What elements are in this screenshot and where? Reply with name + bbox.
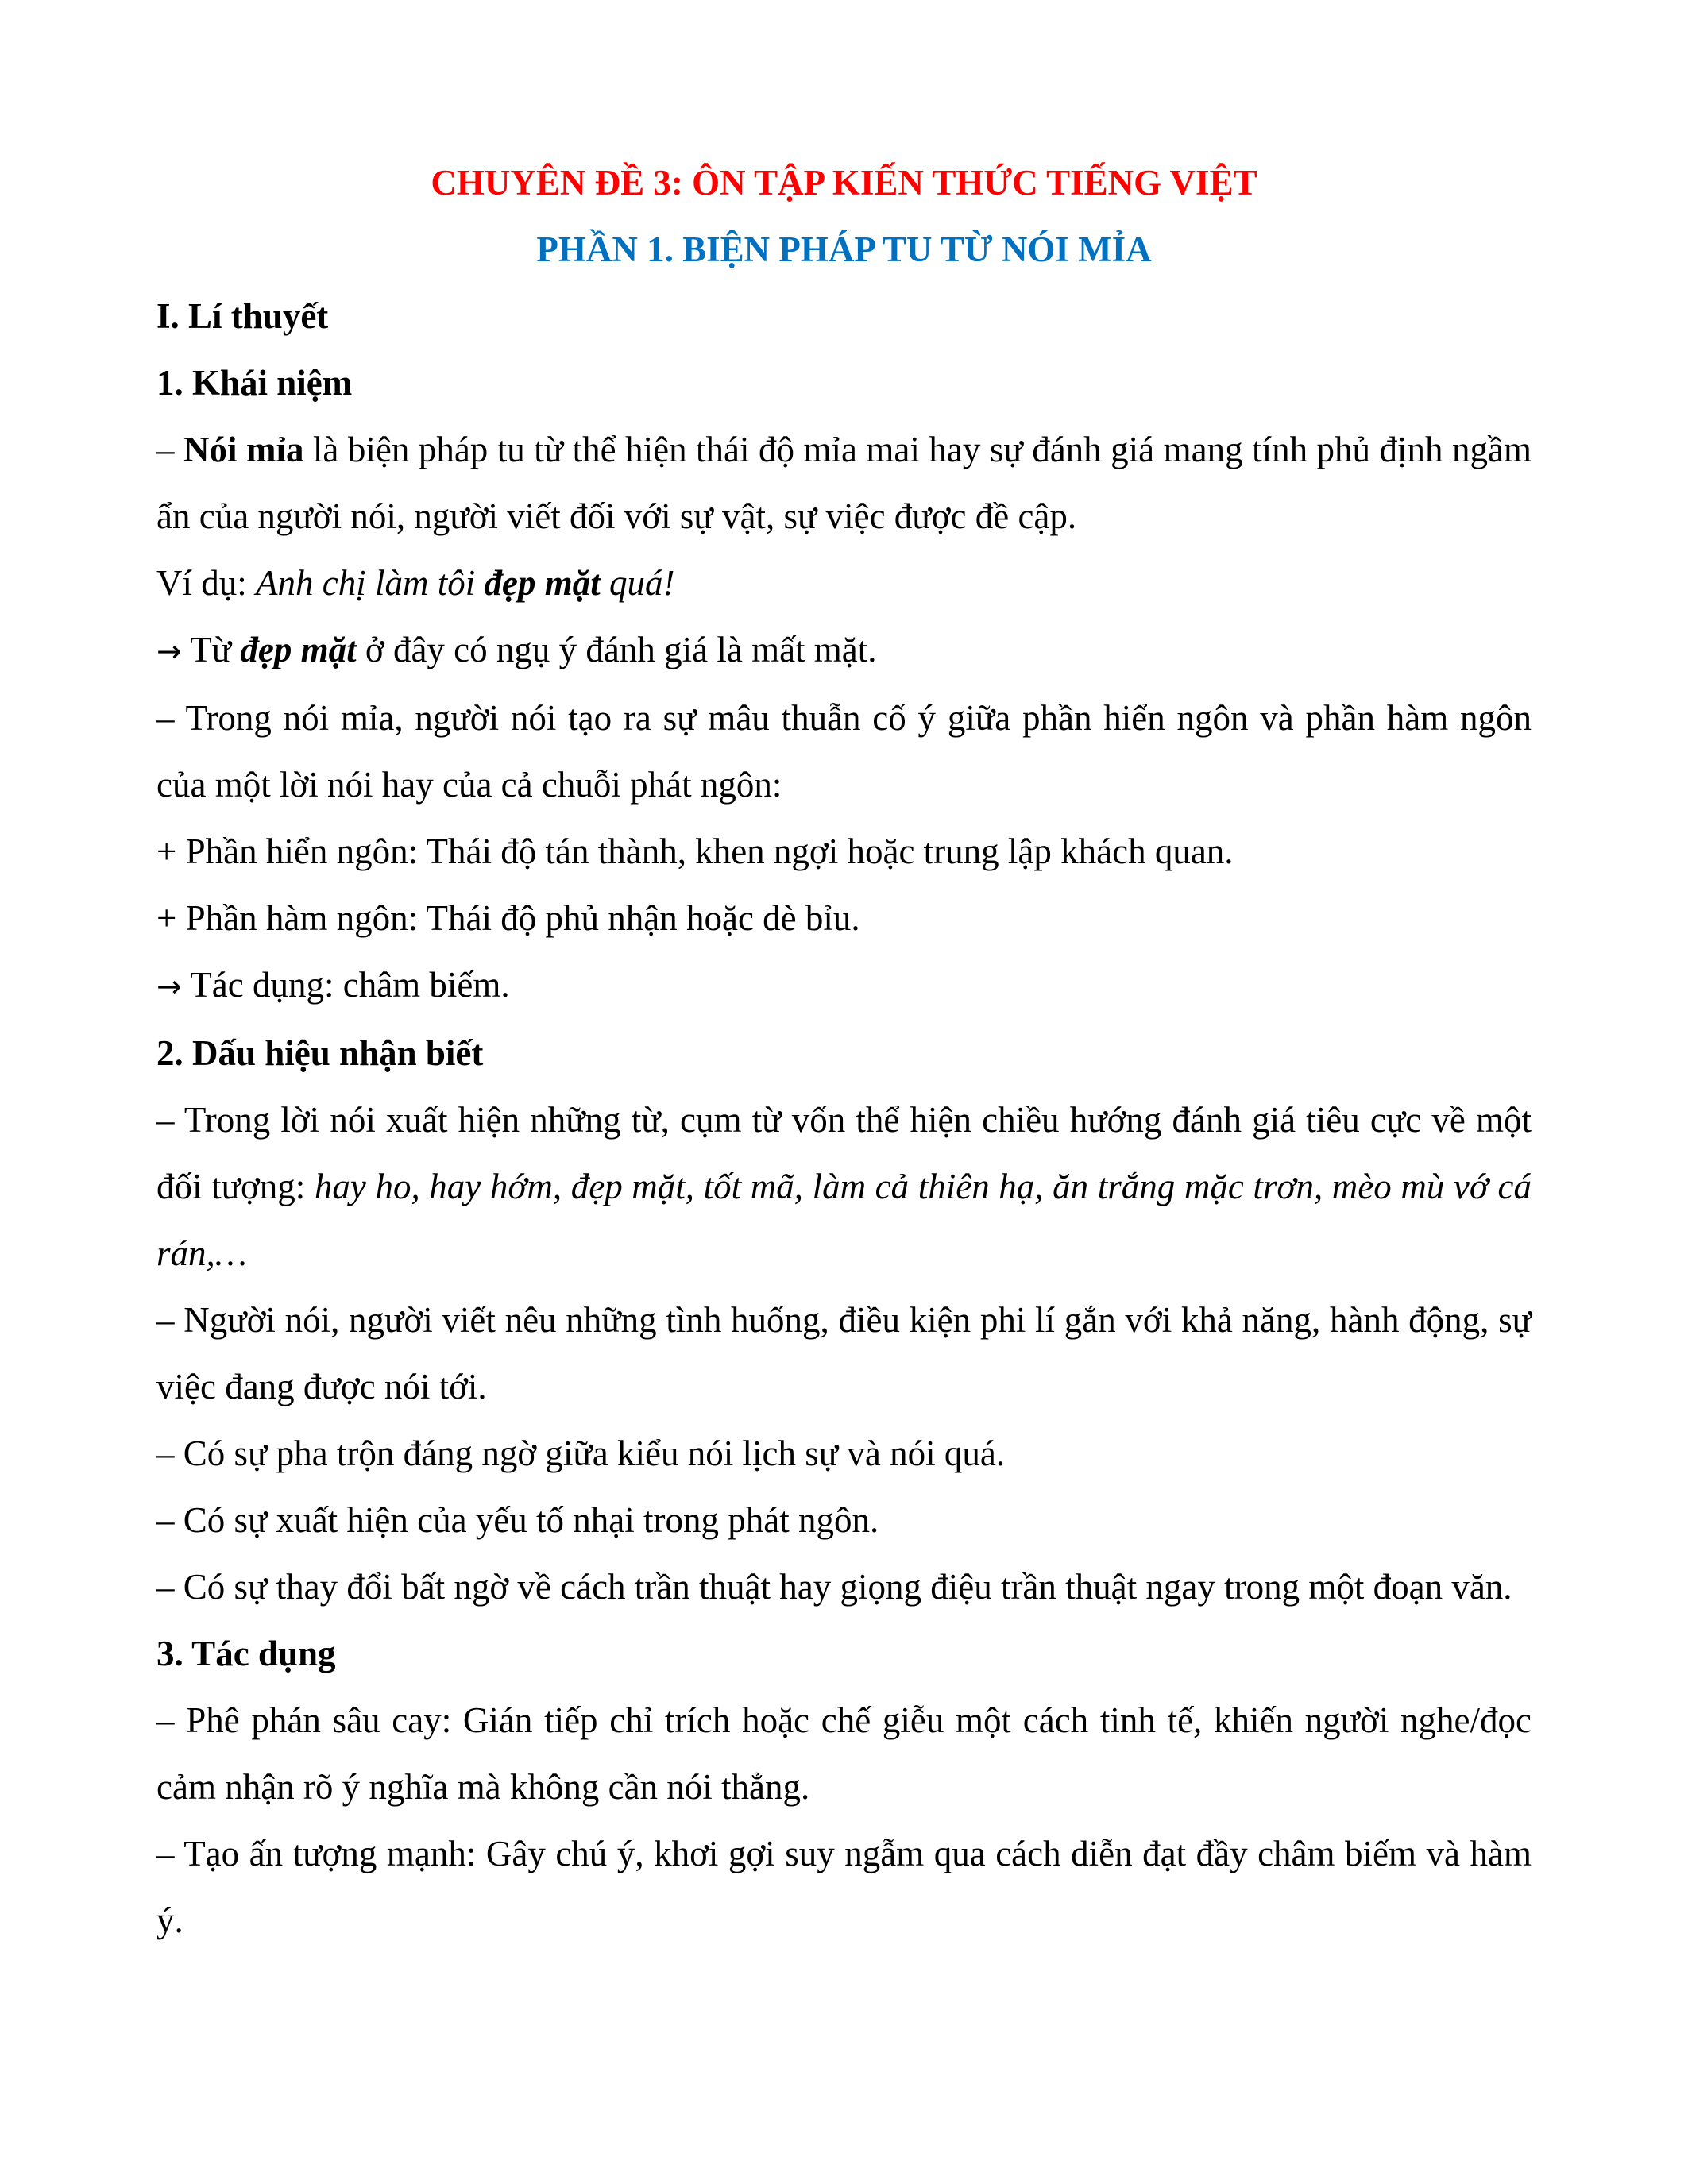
sign-paragraph-3: – Có sự pha trộn đáng ngờ giữa kiểu nói lịch sự và nói quá.: [156, 1433, 1006, 1473]
example-label: Ví dụ:: [156, 563, 257, 603]
definition-dash: –: [156, 430, 183, 469]
implicit-part-item: + Phần hàm ngôn: Thái độ phủ nhận hoặc dè bỉu.: [156, 898, 860, 938]
sign-paragraph-5: – Có sự thay đổi bất ngờ về cách trần thuật hay giọng điệu trần thuật ngay trong một đoạn văn.: [156, 1567, 1512, 1607]
section-heading-theory: I. Lí thuyết: [156, 296, 329, 336]
example-line: [156, 550, 1532, 616]
effect-summary-text: Tác dụng: châm biếm.: [181, 965, 510, 1005]
contrast-paragraph: – Trong nói mỉa, người nói tạo ra sự mâu thuẫn cố ý giữa phần hiển ngôn và phần hàm ngôn của một lời nói hay của cả chuỗi phát ngôn:: [156, 698, 1532, 805]
sign-1-text: – Trong lời nói xuất hiện những từ, cụm từ vốn thể hiện chiều hướng đánh giá tiêu cực về một đối tượng:: [156, 1100, 1532, 1206]
example-text-part-1: Anh chị làm tôi: [256, 563, 485, 603]
heading-concept: 1. Khái niệm: [156, 363, 353, 403]
explanation-term: đẹp mặt: [240, 630, 357, 669]
right-arrow-icon: →: [156, 634, 182, 669]
sign-1-examples: hay ho, hay hớm, đẹp mặt, tốt mã, làm cả thiên hạ, ăn trắng mặc trơn, mèo mù vớ cá rán,…: [156, 1167, 1532, 1273]
sign-paragraph-4: – Có sự xuất hiện của yếu tố nhại trong phát ngôn.: [156, 1500, 879, 1540]
definition-paragraph: [156, 416, 1532, 550]
definition-term: Nói mỉa: [183, 430, 304, 469]
explicit-part-item: + Phần hiển ngôn: Thái độ tán thành, khen ngợi hoặc trung lập khách quan.: [156, 832, 1234, 871]
heading-signs: 2. Dấu hiệu nhận biết: [156, 1033, 484, 1073]
heading-effects: 3. Tác dụng: [156, 1634, 336, 1673]
sign-paragraph-2: – Người nói, người viết nêu những tình huống, điều kiện phi lí gắn với khả năng, hành động, sự việc đang được nói tới.: [156, 1300, 1532, 1406]
explanation-post: ở đây có ngụ ý đánh giá là mất mặt.: [356, 630, 877, 669]
definition-text: là biện pháp tu từ thể hiện thái độ mỉa mai hay sự đánh giá mang tính phủ định ngầm ẩn của người nói, người viết đối với sự vật, sự việc được đề cập.: [156, 430, 1532, 536]
sign-paragraph-1: [156, 1086, 1532, 1287]
document-subtitle: PHẦN 1. BIỆN PHÁP TU TỪ NÓI MỈA: [536, 230, 1152, 269]
example-text-part-2: quá!: [600, 563, 675, 603]
document-page: [156, 149, 1532, 1954]
effect-paragraph-1: – Phê phán sâu cay: Gián tiếp chỉ trích hoặc chế giễu một cách tinh tế, khiến người nghe/đọc cảm nhận rõ ý nghĩa mà không cần nói thẳng.: [156, 1700, 1532, 1807]
effect-summary: [156, 951, 1532, 1020]
document-title: CHUYÊN ĐỀ 3: ÔN TẬP KIẾN THỨC TIẾNG VIỆT: [431, 163, 1257, 203]
explanation-pre: Từ: [181, 630, 241, 669]
right-arrow-icon: →: [156, 969, 182, 1004]
effect-paragraph-2: – Tạo ấn tượng mạnh: Gây chú ý, khơi gợi suy ngẫm qua cách diễn đạt đầy châm biếm và hàm ý.: [156, 1834, 1532, 1940]
example-explanation: [156, 616, 1532, 685]
example-emphasis: đẹp mặt: [484, 563, 601, 603]
